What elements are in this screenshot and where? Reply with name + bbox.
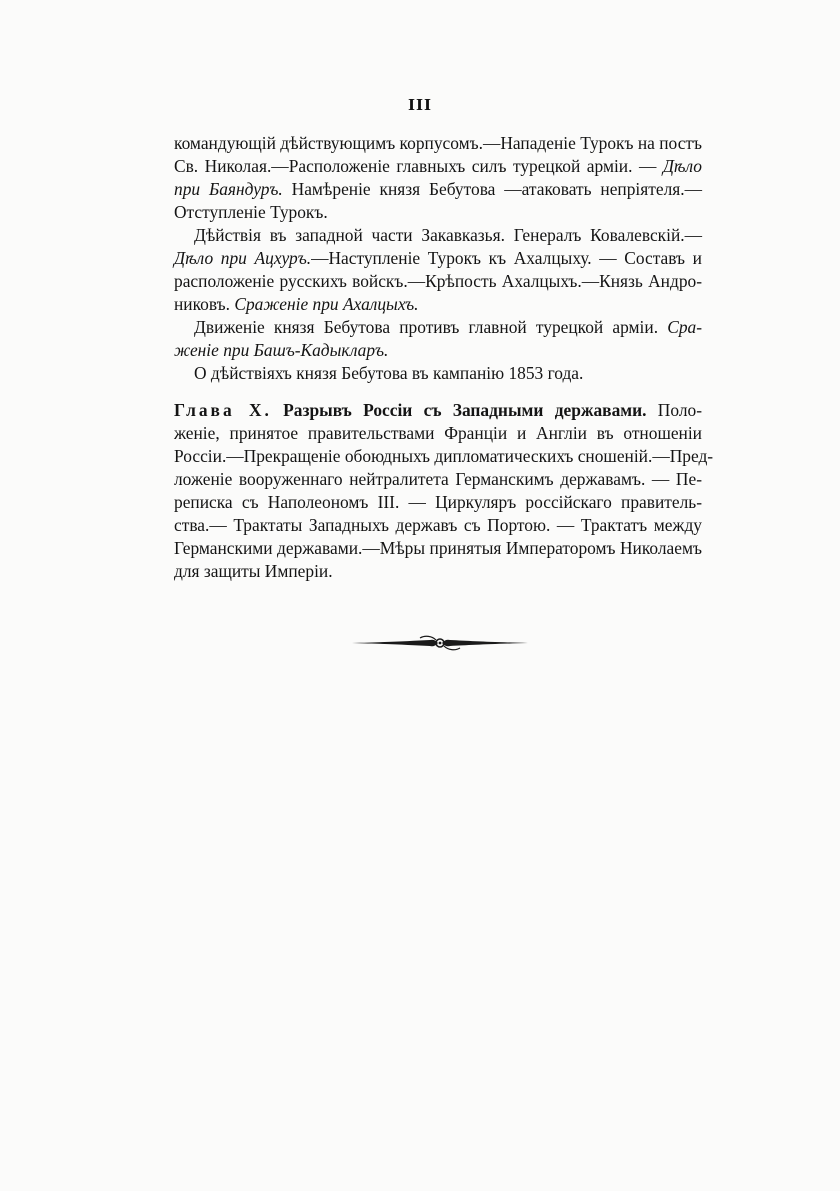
text-line: [174, 178, 702, 201]
text-line: [174, 155, 702, 178]
text-line: [174, 293, 702, 316]
text-line: расположеніе русскихъ войскъ.—Крѣпость Ахалцыхъ.—Князь Андро-: [174, 271, 702, 291]
text-line: [174, 399, 702, 422]
chapter-x-paragraph: [174, 399, 714, 583]
text-line: Отступленіе Турокъ.: [174, 202, 328, 222]
decorative-line-ornament-icon: [350, 632, 530, 654]
italic-text: Сра-: [667, 317, 702, 337]
text-span: Поло-: [646, 400, 702, 420]
paragraph-1: [174, 132, 702, 224]
text-line: Дѣйствія въ западной части Закавказья. Генералъ Ковалевскій.—: [194, 225, 702, 245]
paragraph-3: [174, 316, 702, 362]
table-of-contents-text: [174, 132, 714, 583]
text-span: никовъ.: [174, 294, 235, 314]
text-line: командующій дѣйствующимъ корпусомъ.—Нападеніе Турокъ на постъ: [174, 133, 702, 153]
text-line: Россіи.—Прекращеніе обоюдныхъ дипломатическихъ сношеній.—Пред-: [174, 446, 714, 466]
text-line: [174, 247, 702, 270]
text-line: ложеніе вооруженнаго нейтралитета Германскимъ державамъ. — Пе-: [174, 469, 702, 489]
text-span: Св. Николая.—Расположеніе главныхъ силъ турецкой арміи. —: [174, 156, 663, 176]
text-line: женіе при Башъ-Кадыкларъ.: [174, 340, 389, 360]
italic-text: Дѣло: [662, 156, 702, 176]
paragraph-4: [174, 362, 702, 385]
text-span: Намѣреніе князя Бебутова —атаковать непріятеля.—: [282, 179, 702, 199]
text-line: О дѣйствіяхъ князя Бебутова въ кампанію 1853 года.: [194, 363, 584, 383]
italic-text: при Баяндуръ.: [174, 179, 283, 199]
text-line: для защиты Имперіи.: [174, 561, 333, 581]
italic-text: Сраженіе при Ахалцыхъ.: [234, 294, 419, 314]
paragraph-gap: [174, 385, 702, 399]
page-number: III: [407, 96, 433, 114]
text-span: Движеніе князя Бебутова противъ главной турецкой арміи.: [194, 317, 668, 337]
chapter-label: Глава X.: [174, 400, 272, 420]
text-line: [174, 316, 702, 339]
paragraph-2: [174, 224, 702, 316]
italic-text: Дѣло при Ацхуръ.: [174, 248, 312, 268]
text-line: ства.— Трактаты Западныхъ державъ съ Портою. — Трактатъ между: [174, 515, 702, 535]
text-line: Германскими державами.—Мѣры принятыя Императоромъ Николаемъ: [174, 538, 702, 558]
text-line: женіе, принятое правительствами Франціи и Англіи въ отношеніи: [174, 423, 702, 443]
chapter-title: Разрывъ Россіи съ Западными державами.: [271, 400, 647, 420]
text-line: реписка съ Наполеономъ III. — Циркуляръ россійскаго правитель-: [174, 492, 702, 512]
text-span: —Наступленіе Турокъ къ Ахалцыху. — Составъ и: [311, 248, 702, 268]
